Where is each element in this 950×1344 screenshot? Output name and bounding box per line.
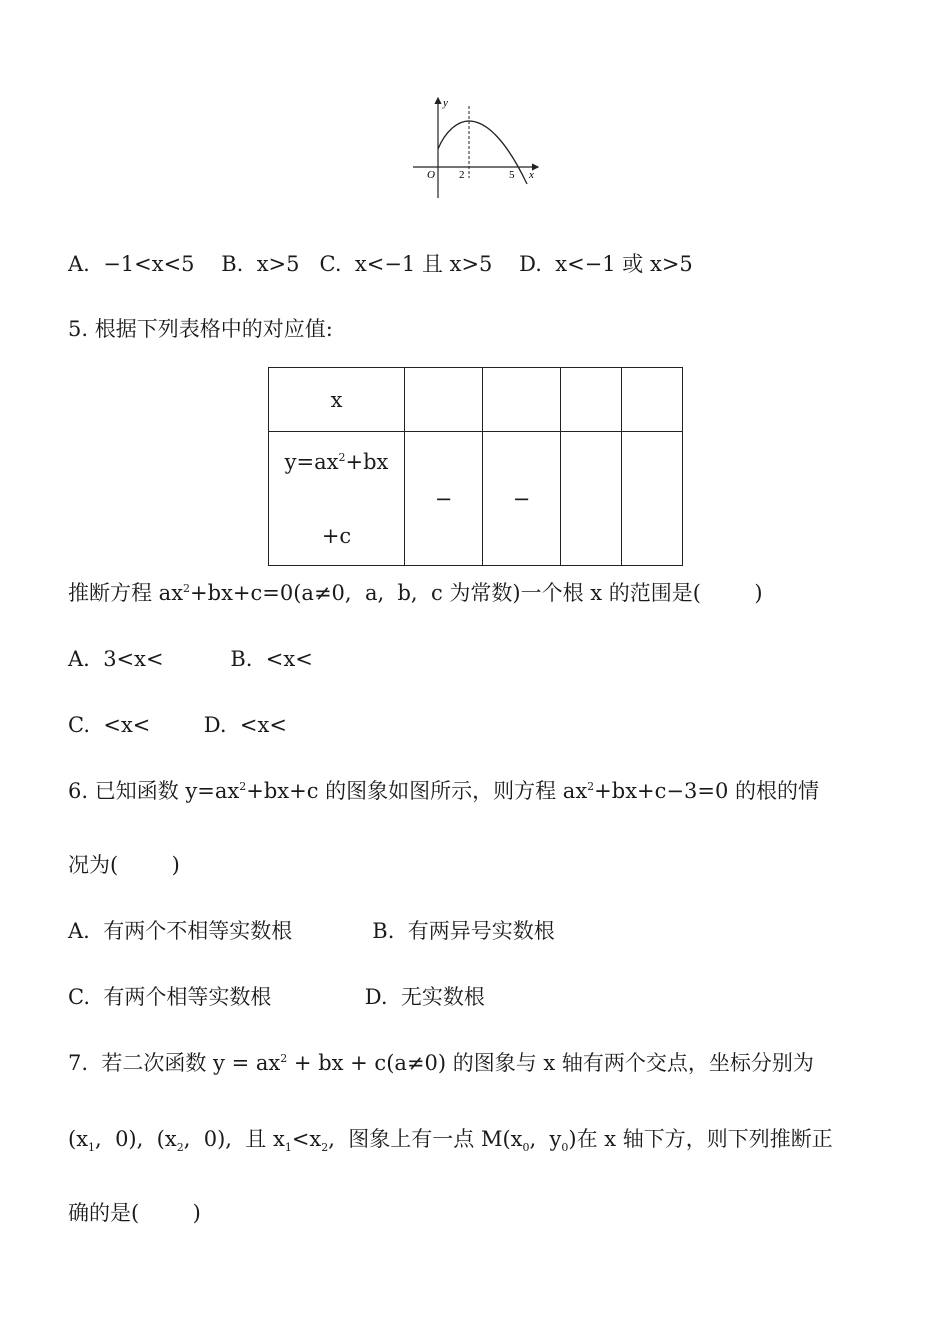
y-header-sup: 2 xyxy=(338,450,346,464)
q7-sub: 1 xyxy=(88,1141,96,1155)
q7-part: , y xyxy=(529,1127,562,1151)
y-header-part: +bx xyxy=(345,449,389,474)
x-axis-label: x xyxy=(529,169,534,181)
table-cell xyxy=(561,432,622,566)
table-cell xyxy=(483,368,561,432)
q5-infer-part: 推断方程 ax xyxy=(68,581,184,605)
y-header-part: y=ax xyxy=(284,449,339,474)
table-cell xyxy=(622,432,683,566)
table-row-y xyxy=(269,432,683,566)
q7-part: , 图象上有一点 M(x xyxy=(328,1127,523,1151)
q6-stem-line2-text: 况为( ) xyxy=(68,853,180,877)
q6-stem-part: +bx+c−3=0 的根的情 xyxy=(594,779,819,803)
q7-sub: 0 xyxy=(522,1141,530,1155)
table-cell: − xyxy=(483,432,561,566)
q4-options xyxy=(68,249,693,279)
q5-infer-part: +bx+c=0(a≠0, a, b, c 为常数)一个根 x 的范围是( ) xyxy=(190,581,763,605)
q5-options-ab-text: A. 3<x< B. <x< xyxy=(68,647,313,671)
q7-sub: 1 xyxy=(284,1141,292,1155)
q5-options-cd xyxy=(68,710,287,740)
q7-part: (x xyxy=(68,1127,89,1151)
q7-part: , 0), (x xyxy=(95,1127,177,1151)
q6-options-ab-text: A. 有两个不相等实数根 B. 有两异号实数根 xyxy=(68,919,555,943)
table-header-x: x xyxy=(269,368,405,432)
q6-stem-line2 xyxy=(68,850,180,880)
tick-label-2: 2 xyxy=(459,169,465,181)
q6-options-ab xyxy=(68,916,555,946)
q7-part: <x xyxy=(291,1127,322,1151)
q5-value-table xyxy=(268,367,683,566)
tick-label-5: 5 xyxy=(509,169,515,181)
q6-stem-sup: 2 xyxy=(587,780,595,793)
parabola-graph xyxy=(405,92,550,204)
q5-stem xyxy=(68,314,333,344)
q5-options-ab xyxy=(68,644,313,674)
q4-options-text: A. −1<x<5 B. x>5 C. x<−1 且 x>5 D. x<−1 或 x>5 xyxy=(68,252,693,276)
table-row-x xyxy=(269,368,683,432)
q7-sub: 2 xyxy=(321,1141,329,1155)
q7-part: )在 x 轴下方，则下列推断正 xyxy=(568,1127,833,1151)
q6-stem xyxy=(68,776,819,806)
q5-options-cd-text: C. <x< D. <x< xyxy=(68,713,287,737)
table-header-y xyxy=(269,432,405,566)
q6-stem-sup: 2 xyxy=(239,780,247,793)
y-axis-label: y xyxy=(443,97,448,109)
y-header-part: +c xyxy=(321,523,352,548)
q7-stem-line2 xyxy=(68,1124,833,1154)
q7-stem-part: 7. 若二次函数 y = ax xyxy=(68,1051,281,1075)
q7-sub: 2 xyxy=(176,1141,184,1155)
q6-stem-part: 6. 已知函数 y=ax xyxy=(68,779,240,803)
q5-infer-sup: 2 xyxy=(183,582,191,595)
q7-stem xyxy=(68,1048,814,1078)
q7-stem-sup: 2 xyxy=(280,1052,288,1065)
table-cell: − xyxy=(405,432,483,566)
q6-stem-part: +bx+c 的图象如图所示，则方程 ax xyxy=(246,779,588,803)
q7-stem-part: + bx + c(a≠0) 的图象与 x 轴有两个交点，坐标分别为 xyxy=(287,1051,814,1075)
table-cell xyxy=(561,368,622,432)
q6-options-cd-text: C. 有两个相等实数根 D. 无实数根 xyxy=(68,985,485,1009)
table-cell xyxy=(622,368,683,432)
table-cell xyxy=(405,368,483,432)
q7-stem-line3 xyxy=(68,1198,201,1228)
q7-part: , 0), 且 x xyxy=(183,1127,285,1151)
q7-stem-line3-text: 确的是( ) xyxy=(68,1201,201,1225)
q5-infer xyxy=(68,578,763,608)
q5-stem-text: 5. 根据下列表格中的对应值: xyxy=(68,317,333,341)
q6-options-cd xyxy=(68,982,485,1012)
origin-label: O xyxy=(427,169,435,181)
q7-sub: 0 xyxy=(561,1141,569,1155)
